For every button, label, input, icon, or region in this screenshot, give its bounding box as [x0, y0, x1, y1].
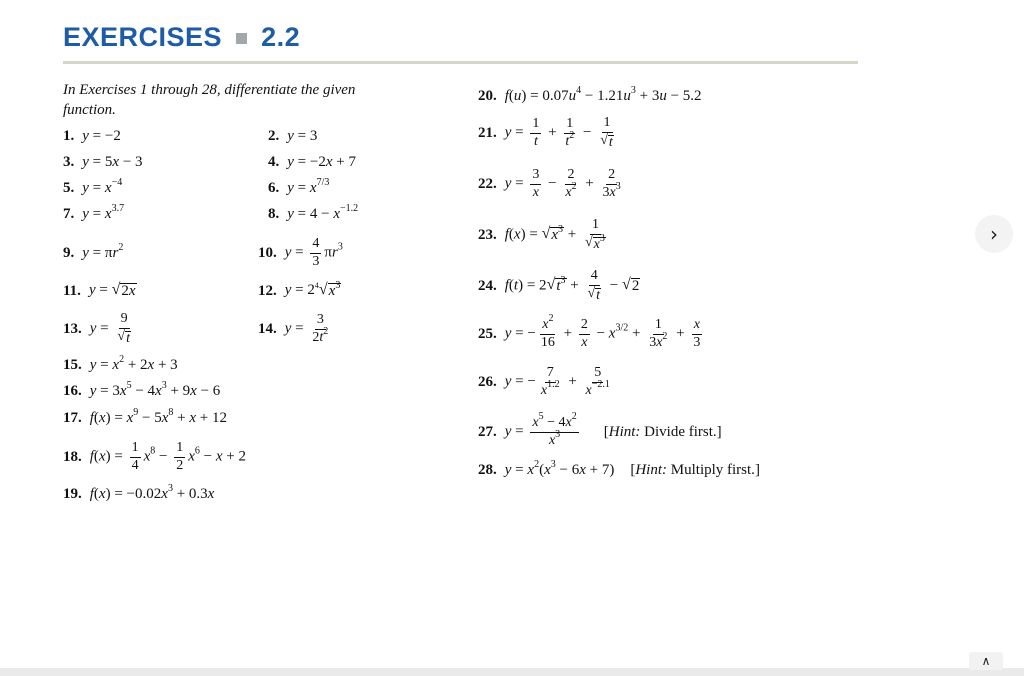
exercise-6: 6. $y = x^{7/3}$	[268, 176, 330, 196]
chevron-right-icon[interactable]: ›	[975, 215, 1013, 253]
exercise-11: 11. y = √ 2x	[63, 281, 136, 300]
exercise-25: 25. y = − $\frac{x^2}{16}$ + $\frac{2}{x}$ − $x^{3/2}$ + $\frac{1}{3x^2}$ + $\frac{x}{3}$	[478, 312, 701, 350]
header-rule	[63, 61, 858, 64]
bottom-scrollbar	[0, 668, 1024, 676]
exercise-9: 9. $y = \pi r^2$	[63, 241, 124, 261]
exercise-10: 10. y = $\frac{4}{3}$ $\pi r^3$	[258, 235, 343, 269]
exercise-14: 14. y = $\frac{3}{2t^2}$	[258, 311, 329, 345]
exercise-8: 8. $y = 4 - x^{-1.2}$	[268, 202, 359, 222]
exercise-21: 21. y = $\frac{1}{t}$ + $\frac{1}{t^2}$ − 1 √ t	[478, 114, 613, 150]
exercise-4: 4. y = −2x + 7	[268, 153, 356, 170]
exercise-5: 5. $y = x^{-4}$	[63, 176, 123, 196]
exercise-16: 16. $y = 3x^5 - 4x^3 + 9x - 6$	[63, 379, 221, 399]
exercise-19: 19. $f(x) = -0.02x^3 + 0.3x$	[63, 482, 215, 502]
square-bullet-icon	[236, 33, 247, 44]
exercise-1: 1. y = −2	[63, 127, 121, 144]
exercise-26: 26. y = − $\frac{7}{x^{1.2}}$ + $\frac{5}{x^{-2.1}}$	[478, 364, 610, 398]
chevron-up-icon[interactable]: ∧	[969, 652, 1003, 670]
exercise-15: 15. $y = x^2 + 2x + 3$	[63, 353, 178, 373]
exercise-23: 23. f(x) = √ $x^3$ + 1 √ $x^3$	[478, 216, 605, 252]
hint-28: [Hint: Multiply first.]	[630, 461, 760, 478]
exercise-3: 3. y = 5x − 3	[63, 153, 143, 170]
exercise-22: 22. y = $\frac{3}{x}$ − $\frac{2}{x^2}$ + $\frac{2}{3x^3}$	[478, 166, 621, 200]
exercise-18: 18. f(x) = $\frac{1}{4}$ $x^8$ − $\frac{1}{2}$ $x^6 - x + 2$	[63, 439, 246, 473]
exercise-28: 28. $y = x^2(x^3 - 6x + 7)$ [Hint: Multiply first.]	[478, 458, 760, 478]
instructions: In Exercises 1 through 28, differentiate the given function.	[63, 82, 356, 118]
exercise-20: 20. $f(u) = 0.07u^4 - 1.21u^3 + 3u - 5.2$	[478, 84, 702, 104]
hint-27: [Hint: Divide first.]	[603, 423, 722, 440]
exercise-27: 27. y = $\frac{x^5 - 4x^2}{x^3}$ [Hint: Divide first.]	[478, 410, 722, 448]
exercise-24: 24. f(t) = 2 √ $t^3$ + 4 √ t − √ 2	[478, 267, 640, 303]
section-header	[63, 22, 300, 53]
exercise-2: 2. y = 3	[268, 127, 318, 144]
section-number: 2.2	[261, 22, 301, 52]
exercise-12: 12. y = 2 $^4$√ $x^3$	[258, 280, 341, 300]
exercises-label: EXERCISES	[63, 22, 223, 52]
exercise-13: 13. y = 9 √ t	[63, 310, 130, 346]
exercise-17: 17. $f(x) = x^9 - 5x^8 + x + 12$	[63, 406, 227, 426]
exercise-7: 7. $y = x^{3.7}$	[63, 202, 125, 222]
